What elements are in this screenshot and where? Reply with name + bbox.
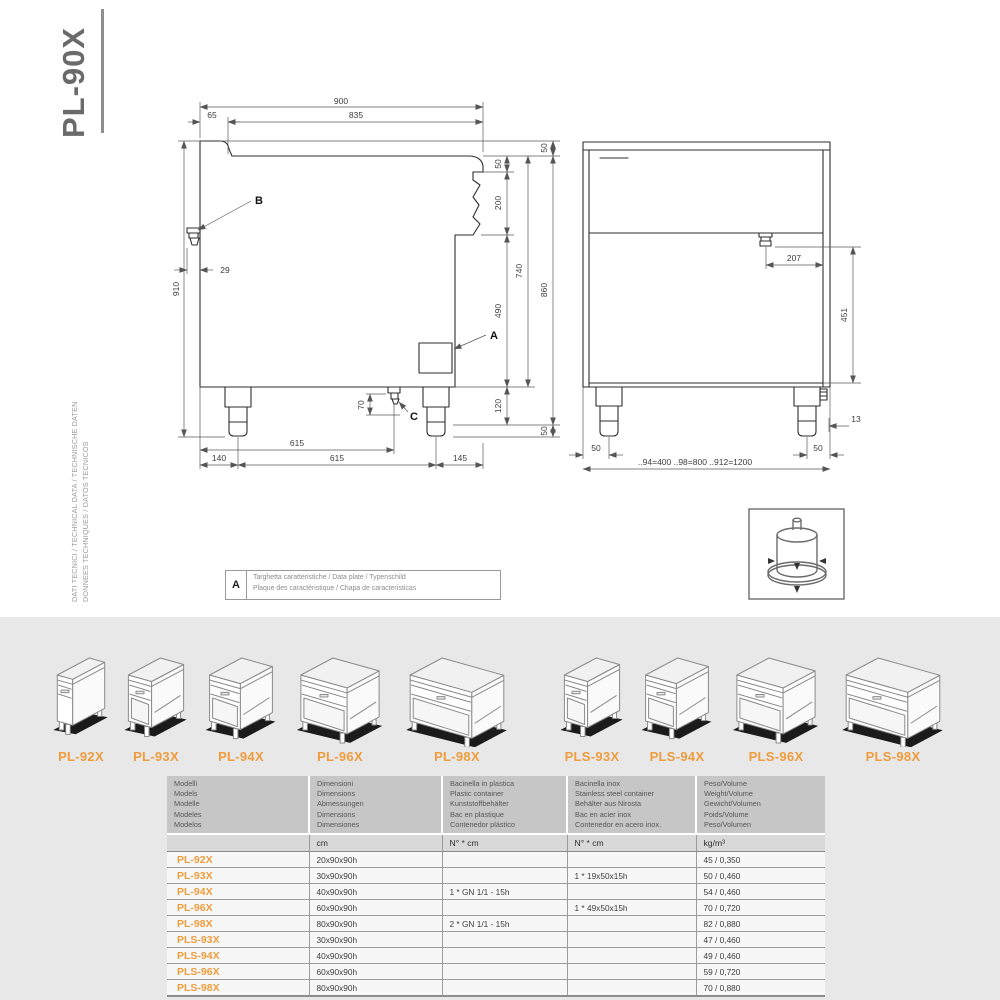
- product-pl-93x: [116, 643, 196, 764]
- table-row: [167, 964, 825, 980]
- weight-cell: 50 / 0,460: [696, 868, 825, 884]
- plastic-cell: [442, 852, 567, 868]
- plastic-cell: [442, 868, 567, 884]
- product-label: PLS-98X: [865, 749, 921, 764]
- table-row: [167, 932, 825, 948]
- product-pl-98x: [394, 643, 520, 764]
- legend-box: [225, 570, 501, 600]
- product-pls-93x: [552, 643, 632, 764]
- product-pls-96x: [722, 643, 830, 764]
- product-illustration: [46, 643, 116, 747]
- product-label: PL-94X: [218, 749, 264, 764]
- product-illustration: [196, 643, 286, 747]
- col-header-weight-volume: Peso/Volume Weight/Volume Gewicht/Volumen Poids/Volume Peso/Volumen: [696, 776, 825, 834]
- legend-line-2: Plaque des caractéristique / Chapa de características: [253, 584, 417, 592]
- dim-cell: 80x90x90h: [309, 916, 442, 932]
- inox-cell: [567, 884, 696, 900]
- width-formula: ..94=400 ..98=800 ..912=1200: [637, 457, 753, 467]
- dim-65: 65: [207, 110, 217, 120]
- dim-cell: 40x90x90h: [309, 948, 442, 964]
- weight-cell: 54 / 0,460: [696, 884, 825, 900]
- product-illustration: [552, 643, 632, 747]
- model-cell: PLS-96X: [167, 964, 309, 980]
- dim-29: 29: [220, 265, 230, 275]
- caption-line-1: DATI TECNICI / TECHNICAL DATA / TECHNISCHE DATEN: [70, 401, 79, 602]
- caption-line-2: DONNEES TECHNIQUES / DATOS TECNICOS: [81, 441, 90, 602]
- model-cell: PL-93X: [167, 868, 309, 884]
- plastic-cell: 2 * GN 1/1 - 15h: [442, 916, 567, 932]
- dim-835: 835: [348, 110, 364, 120]
- inox-cell: [567, 964, 696, 980]
- unit-steel: N° * cm: [567, 834, 696, 852]
- front-fitting: [759, 233, 772, 246]
- legend-line-1: Targhetta caratteristiche / Data plate / Typenschild: [253, 574, 406, 581]
- dim-140: 140: [211, 453, 227, 463]
- dim-cell: 40x90x90h: [309, 884, 442, 900]
- product-label: PLS-93X: [564, 749, 620, 764]
- dim-615-drain: 615: [289, 438, 305, 448]
- callout-c: C: [410, 411, 418, 423]
- table-row: [167, 948, 825, 964]
- cabinet-front-outline: [583, 142, 830, 387]
- weight-cell: 59 / 0,720: [696, 964, 825, 980]
- plastic-cell: 1 * GN 1/1 - 15h: [442, 884, 567, 900]
- table-row: [167, 884, 825, 900]
- table-row: [167, 916, 825, 932]
- inox-cell: [567, 916, 696, 932]
- dim-910: 910: [171, 281, 181, 297]
- callout-b: B: [255, 195, 263, 207]
- dim-451: 451: [839, 307, 849, 323]
- dim-cell: 20x90x90h: [309, 852, 442, 868]
- inox-cell: [567, 980, 696, 997]
- dim-120: 120: [493, 398, 503, 414]
- weight-cell: 70 / 0,720: [696, 900, 825, 916]
- model-cell: PL-94X: [167, 884, 309, 900]
- weight-cell: 49 / 0,460: [696, 948, 825, 964]
- col-header-steel-container: Bacinella inox Stainless steel container Behälter aus Nirosta Bac en acier inox Contenedor en acero inox.: [567, 776, 696, 834]
- table-row: [167, 900, 825, 916]
- product-label: PLS-94X: [649, 749, 705, 764]
- model-cell: PLS-98X: [167, 980, 309, 997]
- dim-900: 900: [333, 96, 349, 106]
- foot-detail-drawing: [748, 508, 845, 600]
- inox-cell: 1 * 19x50x15h: [567, 868, 696, 884]
- unit-weight: kg/m³: [696, 834, 825, 852]
- weight-cell: 82 / 0,880: [696, 916, 825, 932]
- table-row: [167, 868, 825, 884]
- drain-fitting-c: [388, 387, 400, 404]
- weight-cell: 47 / 0,460: [696, 932, 825, 948]
- front-right-leg: [794, 387, 820, 436]
- product-pl-94x: [196, 643, 286, 764]
- dim-50-lip: 50: [539, 143, 549, 153]
- front-view-drawing: [565, 88, 905, 484]
- table-row: [167, 980, 825, 997]
- dim-740: 740: [514, 263, 524, 279]
- product-illustration: [286, 643, 394, 747]
- dim-860: 860: [539, 282, 549, 298]
- weight-cell: 70 / 0,880: [696, 980, 825, 997]
- product-label: PLS-96X: [748, 749, 804, 764]
- dim-50-left: 50: [591, 443, 601, 453]
- col-header-models: Modelli Models Modelle Modeles Modelos: [167, 776, 309, 834]
- dim-50-right: 50: [813, 443, 823, 453]
- product-pl-96x: [286, 643, 394, 764]
- spec-table: [167, 776, 825, 997]
- weight-cell: 45 / 0,350: [696, 852, 825, 868]
- inox-cell: [567, 932, 696, 948]
- dim-615-legs: 615: [329, 453, 345, 463]
- inox-cell: [567, 852, 696, 868]
- product-illustration: [116, 643, 196, 747]
- dim-207: 207: [786, 253, 802, 263]
- unit-dimensions: cm: [309, 834, 442, 852]
- product-label: PL-98X: [434, 749, 480, 764]
- callout-a: A: [490, 330, 498, 342]
- product-label: PL-96X: [317, 749, 363, 764]
- side-view-drawing: [170, 88, 570, 480]
- product-illustration: [722, 643, 830, 747]
- side-fitting-b: [187, 228, 200, 245]
- cabinet-side-profile: [200, 141, 483, 387]
- dim-50-nose: 50: [493, 159, 503, 169]
- sidebar-caption: [69, 388, 91, 602]
- model-cell: PL-98X: [167, 916, 309, 932]
- data-plate: [419, 343, 452, 373]
- inox-cell: [567, 948, 696, 964]
- dim-145: 145: [452, 453, 468, 463]
- table-row: [167, 852, 825, 868]
- product-illustration: [632, 643, 722, 747]
- product-row: [46, 636, 958, 764]
- left-leg: [225, 387, 251, 436]
- product-illustration: [830, 643, 956, 747]
- model-cell: PLS-93X: [167, 932, 309, 948]
- product-pls-94x: [632, 643, 722, 764]
- plastic-cell: [442, 948, 567, 964]
- col-header-dimensions: Dimensioni Dimensions Abmessungen Dimensions Dimensiones: [309, 776, 442, 834]
- dim-70: 70: [356, 400, 366, 410]
- plastic-cell: [442, 980, 567, 997]
- page-title: PL-90X: [56, 26, 91, 138]
- leg-bracket: [820, 389, 827, 400]
- right-leg: [423, 387, 449, 436]
- product-label: PL-93X: [133, 749, 179, 764]
- product-label: PL-92X: [58, 749, 104, 764]
- plastic-cell: [442, 964, 567, 980]
- dim-cell: 30x90x90h: [309, 932, 442, 948]
- dim-490: 490: [493, 303, 503, 319]
- product-illustration: [394, 643, 520, 747]
- inox-cell: 1 * 49x50x15h: [567, 900, 696, 916]
- unit-plastic: N° * cm: [442, 834, 567, 852]
- dim-cell: 60x90x90h: [309, 900, 442, 916]
- dim-13: 13: [851, 414, 861, 424]
- product-pl-92x: [46, 643, 116, 764]
- model-cell: PL-96X: [167, 900, 309, 916]
- model-cell: PLS-94X: [167, 948, 309, 964]
- model-cell: PL-92X: [167, 852, 309, 868]
- dim-50-foot: 50: [539, 426, 549, 436]
- table-header-row: [167, 776, 825, 834]
- plastic-cell: [442, 932, 567, 948]
- legend-key: A: [226, 571, 247, 599]
- front-left-leg: [596, 387, 622, 436]
- unit-empty: [167, 834, 309, 852]
- col-header-plastic-container: Bacinella in plastica Plastic container Kunststoffbehälter Bac en plastique Contenedor plástico: [442, 776, 567, 834]
- dim-cell: 80x90x90h: [309, 980, 442, 997]
- title-underline: [101, 9, 104, 133]
- dim-200: 200: [493, 195, 503, 211]
- plastic-cell: [442, 900, 567, 916]
- product-pls-98x: [830, 643, 956, 764]
- dim-cell: 60x90x90h: [309, 964, 442, 980]
- units-row: [167, 834, 825, 852]
- dim-cell: 30x90x90h: [309, 868, 442, 884]
